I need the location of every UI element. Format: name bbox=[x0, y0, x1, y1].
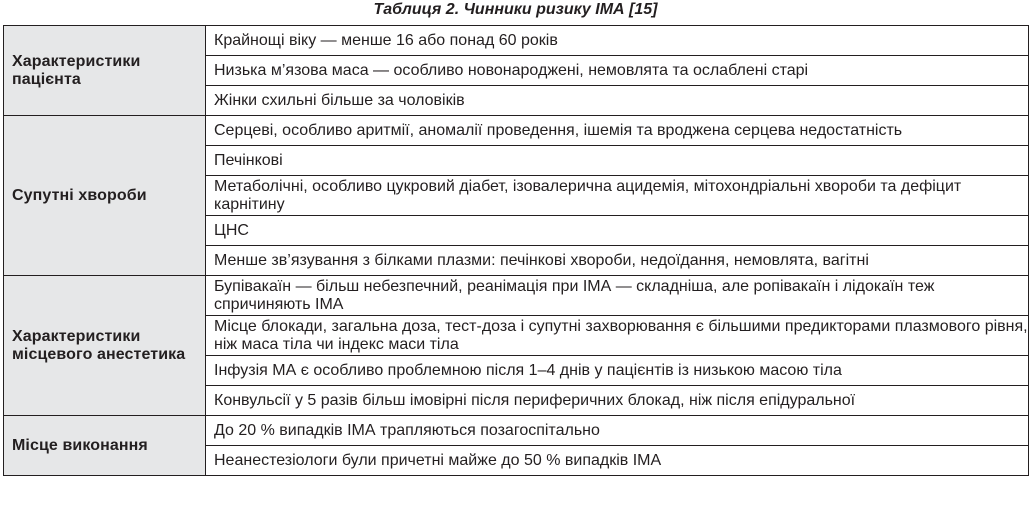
table-cell: Жінки схильні більше за чоловіків bbox=[206, 86, 1029, 116]
table-cell: Місце блокади, загальна доза, тест-доза і супутні захворювання є більшими предикторами плазмового рівня, ніж маса тіла чи індекс маси тіла bbox=[206, 316, 1029, 356]
category-cell-setting: Місце виконання bbox=[4, 416, 206, 476]
table-cell: Менше зв’язування з білками плазми: печінкові хвороби, недоїдання, немовлята, вагітні bbox=[206, 246, 1029, 276]
category-cell-patient: Характеристики пацієнта bbox=[4, 26, 206, 116]
risk-factors-table bbox=[3, 25, 1029, 476]
table-cell: Метаболічні, особливо цукровий діабет, ізовалерична ацидемія, мітохондріальні хвороби та дефіцит карнітину bbox=[206, 176, 1029, 216]
table-cell: Інфузія МА є особливо проблемною після 1–4 днів у пацієнтів із низькою масою тіла bbox=[206, 356, 1029, 386]
table-cell: Конвульсії у 5 разів більш імовірні після периферичних блокад, ніж після епідуральної bbox=[206, 386, 1029, 416]
table-cell: Неанестезіологи були причетні майже до 50 % випадків ІМА bbox=[206, 446, 1029, 476]
category-cell-anesthetic: Характеристики місцевого анестетика bbox=[4, 276, 206, 416]
table-cell: Крайнощі віку — менше 16 або понад 60 років bbox=[206, 26, 1029, 56]
table-cell: ЦНС bbox=[206, 216, 1029, 246]
table-row bbox=[4, 416, 1029, 446]
table-row bbox=[4, 116, 1029, 146]
category-cell-comorbidities: Супутні хвороби bbox=[4, 116, 206, 276]
table-caption: Таблиця 2. Чинники ризику ІМА [15] bbox=[373, 1, 658, 18]
table-row bbox=[4, 26, 1029, 56]
table-cell: Бупівакаїн — більш небезпечний, реанімація при ІМА — складніша, але ропівакаїн і лідокаїн теж спричиняють ІМА bbox=[206, 276, 1029, 316]
table-cell: Серцеві, особливо аритмії, аномалії проведення, ішемія та вроджена серцева недостатність bbox=[206, 116, 1029, 146]
table-cell: Низька м’язова маса — особливо новонароджені, немовлята та ослаблені старі bbox=[206, 56, 1029, 86]
table-cell: Печінкові bbox=[206, 146, 1029, 176]
table-cell: До 20 % випадків ІМА трапляються позагоспітально bbox=[206, 416, 1029, 446]
table-row bbox=[4, 276, 1029, 316]
